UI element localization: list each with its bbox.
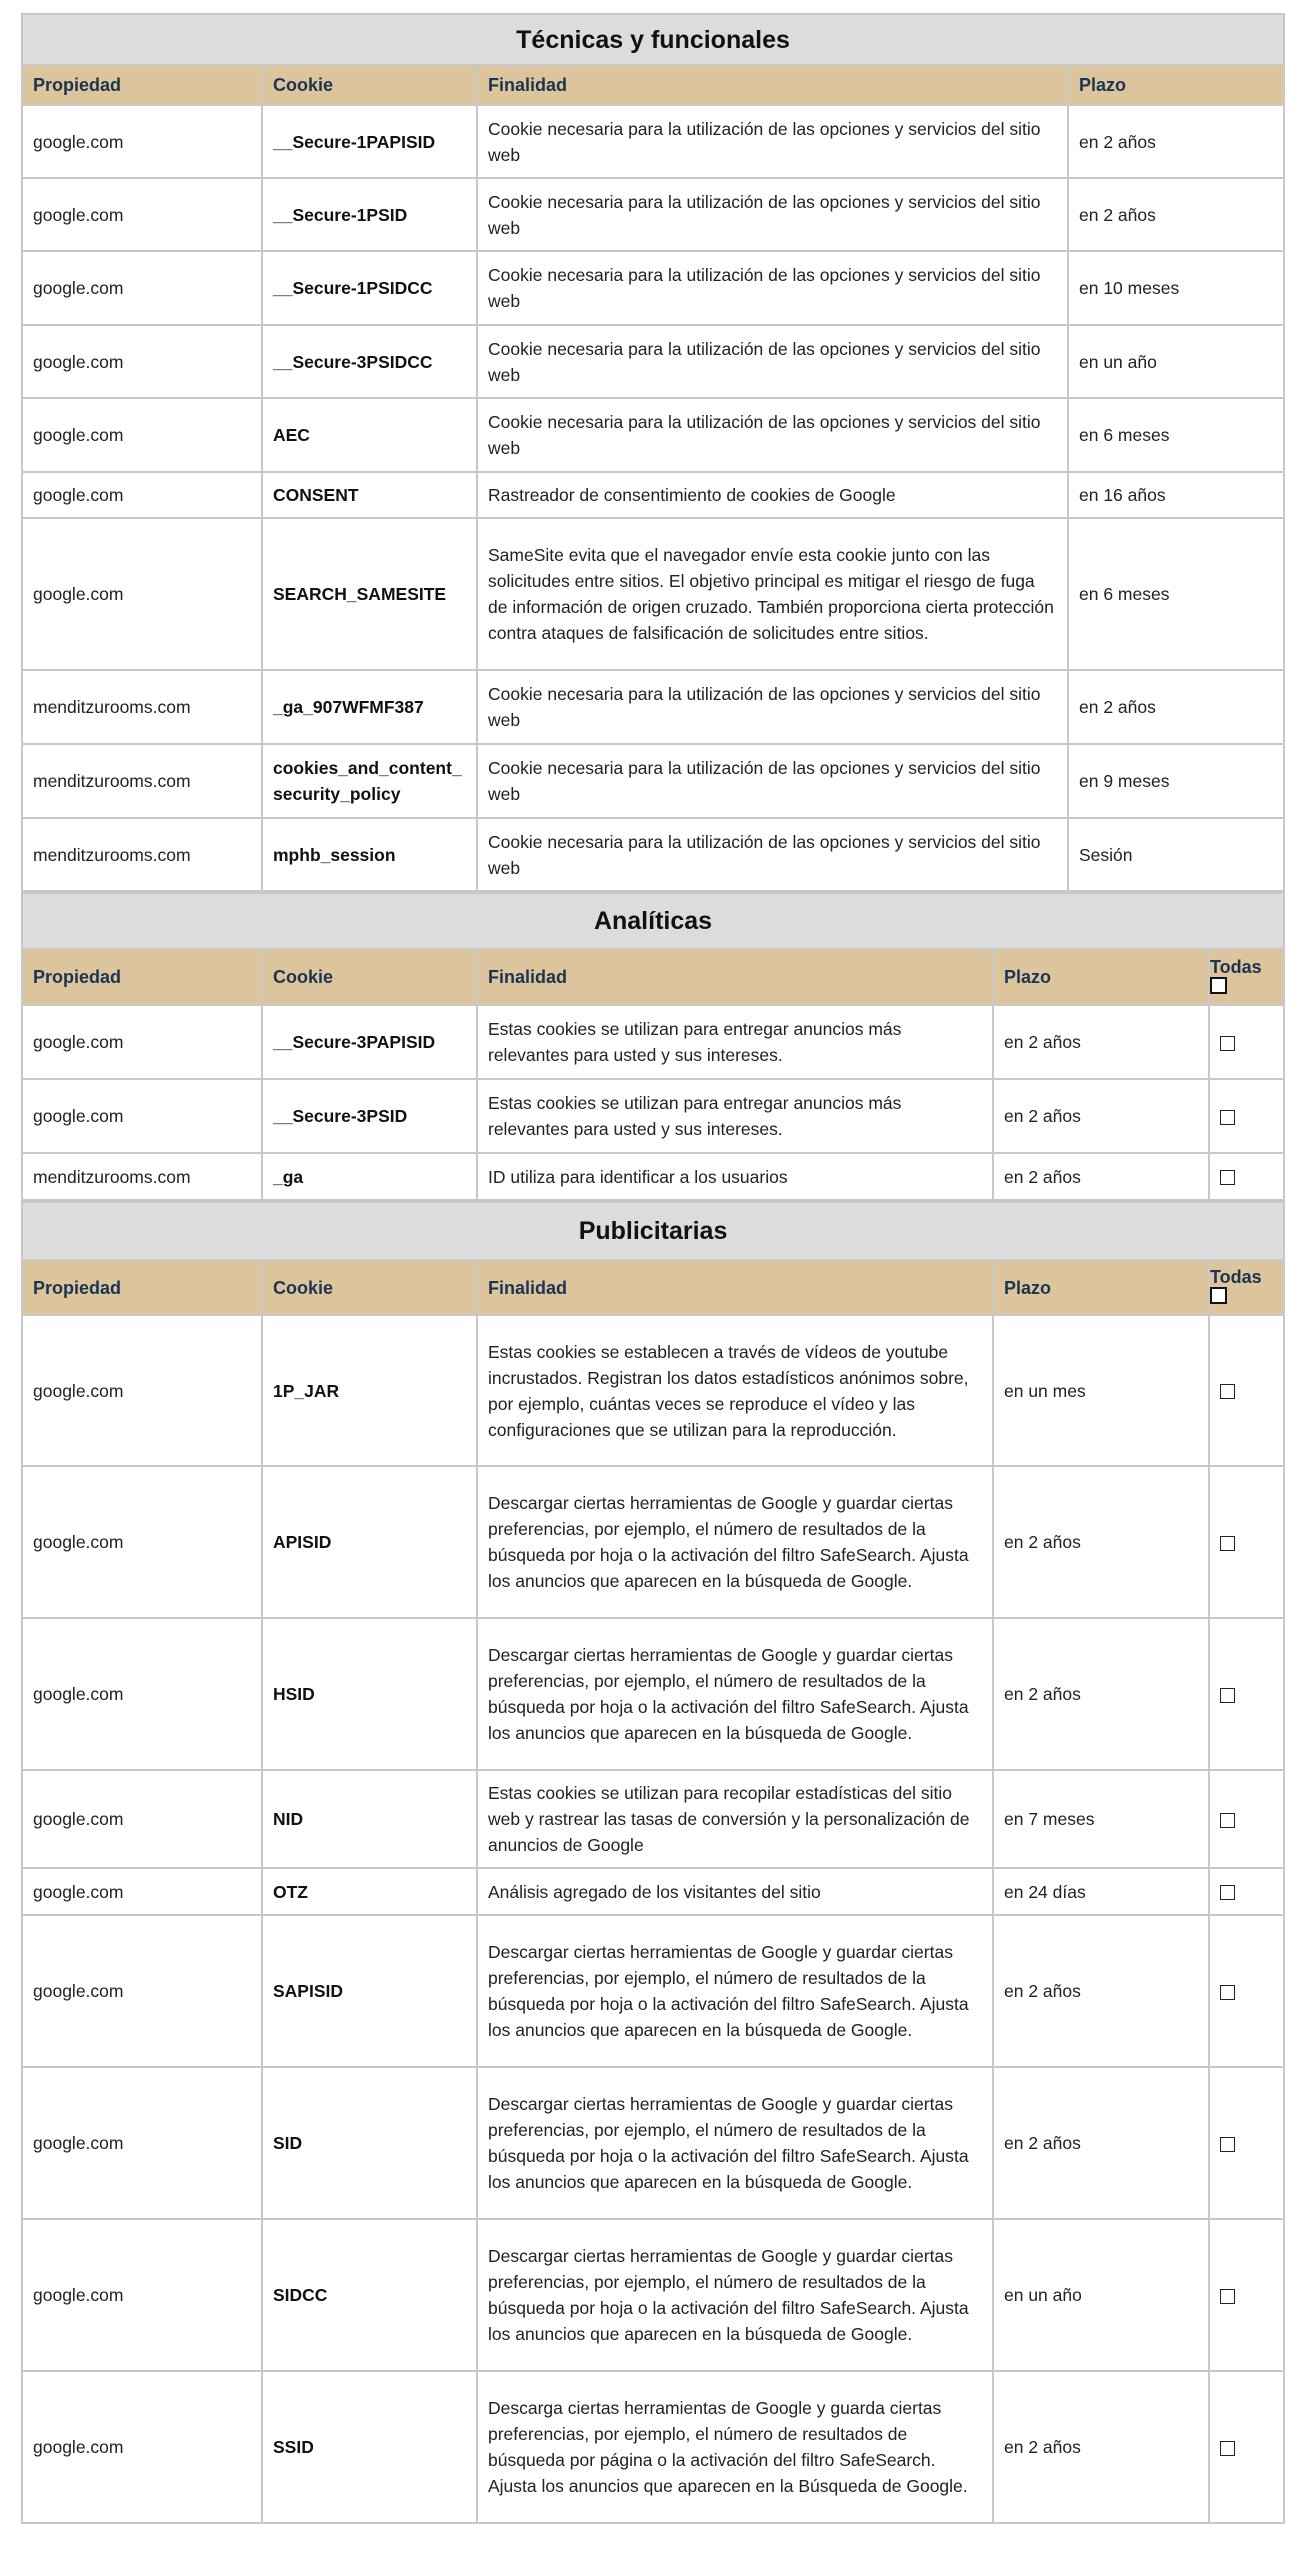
- cell-plazo: en 2 años: [993, 1915, 1209, 2067]
- cell-cookie-name: SIDCC: [262, 2219, 477, 2371]
- cell-plazo: en 2 años: [993, 1005, 1209, 1079]
- todas-label: Todas: [1210, 1267, 1262, 1287]
- cell-propiedad: google.com: [22, 472, 262, 518]
- table-row: [22, 2219, 1284, 2371]
- table-tecnicas-funcionales: [21, 13, 1285, 892]
- cell-finalidad: Cookie necesaria para la utilización de las opciones y servicios del sitio web: [477, 251, 1068, 325]
- table-row: [22, 325, 1284, 398]
- section-title: Técnicas y funcionales: [22, 14, 1284, 65]
- cell-plazo: en 2 años: [1068, 178, 1284, 251]
- cell-plazo: en un año: [993, 2219, 1209, 2371]
- table-row: [22, 251, 1284, 325]
- cell-propiedad: google.com: [22, 1868, 262, 1915]
- cell-finalidad: Estas cookies se utilizan para entregar anuncios más relevantes para usted y sus intereses.: [477, 1079, 993, 1153]
- column-header-propiedad: Propiedad: [22, 949, 262, 1005]
- cell-plazo: en 2 años: [1068, 105, 1284, 178]
- cell-cookie-name: SAPISID: [262, 1915, 477, 2067]
- cell-propiedad: google.com: [22, 398, 262, 472]
- cell-consent-checkbox: [1209, 1466, 1284, 1618]
- cookie-consent-checkbox[interactable]: [1220, 2441, 1235, 2456]
- table-row: [22, 518, 1284, 670]
- cell-propiedad: google.com: [22, 1466, 262, 1618]
- cell-consent-checkbox: [1209, 1153, 1284, 1200]
- cell-finalidad: Cookie necesaria para la utilización de las opciones y servicios del sitio web: [477, 398, 1068, 472]
- cell-consent-checkbox: [1209, 1315, 1284, 1466]
- cell-cookie-name: __Secure-3PAPISID: [262, 1005, 477, 1079]
- cell-propiedad: menditzurooms.com: [22, 1153, 262, 1200]
- cell-plazo: en 7 meses: [993, 1770, 1209, 1868]
- column-header-cookie: Cookie: [262, 65, 477, 105]
- cookie-policy-tables: [21, 13, 1283, 2524]
- cookie-consent-checkbox[interactable]: [1220, 1885, 1235, 1900]
- cell-cookie-name: mphb_session: [262, 818, 477, 891]
- cell-cookie-name: AEC: [262, 398, 477, 472]
- cell-plazo: en 2 años: [993, 1079, 1209, 1153]
- cookie-consent-checkbox[interactable]: [1220, 1688, 1235, 1703]
- cell-consent-checkbox: [1209, 1618, 1284, 1770]
- cell-plazo: en 2 años: [993, 1466, 1209, 1618]
- cell-cookie-name: __Secure-1PAPISID: [262, 105, 477, 178]
- cell-cookie-name: cookies_and_content_security_policy: [262, 744, 477, 818]
- cell-plazo: en 6 meses: [1068, 518, 1284, 670]
- cookie-consent-checkbox[interactable]: [1220, 1170, 1235, 1185]
- table-publicitarias: [21, 1201, 1285, 2524]
- table-row: [22, 1315, 1284, 1466]
- table-header-row: [22, 1260, 1284, 1315]
- cell-plazo: en 2 años: [993, 1153, 1209, 1200]
- cell-finalidad: Estas cookies se utilizan para recopilar estadísticas del sitio web y rastrear las tasas de conversión y la personalización de anuncios de Google: [477, 1770, 993, 1868]
- cell-plazo: en 2 años: [993, 1618, 1209, 1770]
- cell-consent-checkbox: [1209, 2219, 1284, 2371]
- select-all-checkbox[interactable]: [1210, 977, 1227, 994]
- cell-cookie-name: APISID: [262, 1466, 477, 1618]
- column-header-propiedad: Propiedad: [22, 1260, 262, 1315]
- cell-propiedad: google.com: [22, 1618, 262, 1770]
- cell-cookie-name: __Secure-3PSIDCC: [262, 325, 477, 398]
- cell-plazo: en 24 días: [993, 1868, 1209, 1915]
- cell-finalidad: Cookie necesaria para la utilización de las opciones y servicios del sitio web: [477, 325, 1068, 398]
- cell-finalidad: Estas cookies se utilizan para entregar anuncios más relevantes para usted y sus intereses.: [477, 1005, 993, 1079]
- cell-cookie-name: CONSENT: [262, 472, 477, 518]
- cell-plazo: en 9 meses: [1068, 744, 1284, 818]
- table-row: [22, 105, 1284, 178]
- cookie-consent-checkbox[interactable]: [1220, 1036, 1235, 1051]
- cookie-consent-checkbox[interactable]: [1220, 1985, 1235, 2000]
- cell-finalidad: Descarga ciertas herramientas de Google y guarda ciertas preferencias, por ejemplo, el número de resultados de búsqueda por página o la activación del filtro SafeSearch. Ajusta los anuncios que aparecen en la Búsqueda de Google.: [477, 2371, 993, 2523]
- table-row: [22, 2067, 1284, 2219]
- cookie-consent-checkbox[interactable]: [1220, 2137, 1235, 2152]
- cell-cookie-name: HSID: [262, 1618, 477, 1770]
- table-row: [22, 1618, 1284, 1770]
- cell-cookie-name: __Secure-3PSID: [262, 1079, 477, 1153]
- column-header-plazo: Plazo: [993, 1260, 1209, 1315]
- table-row: [22, 1915, 1284, 2067]
- cell-propiedad: google.com: [22, 518, 262, 670]
- cell-plazo: en 2 años: [1068, 670, 1284, 744]
- column-header-cookie: Cookie: [262, 1260, 477, 1315]
- todas-label: Todas: [1210, 956, 1262, 977]
- table-row: [22, 1153, 1284, 1200]
- cell-plazo: en 10 meses: [1068, 251, 1284, 325]
- cell-finalidad: Descargar ciertas herramientas de Google y guardar ciertas preferencias, por ejemplo, el número de resultados de la búsqueda por hoja o la activación del filtro SafeSearch. Ajusta los anuncios que aparecen en la búsqueda de Google.: [477, 1618, 993, 1770]
- cell-finalidad: Cookie necesaria para la utilización de las opciones y servicios del sitio web: [477, 744, 1068, 818]
- cell-finalidad: Cookie necesaria para la utilización de las opciones y servicios del sitio web: [477, 105, 1068, 178]
- cell-propiedad: google.com: [22, 325, 262, 398]
- cell-propiedad: google.com: [22, 1770, 262, 1868]
- column-header-finalidad: Finalidad: [477, 65, 1068, 105]
- column-header-plazo: Plazo: [993, 949, 1209, 1005]
- cookie-consent-checkbox[interactable]: [1220, 1110, 1235, 1125]
- cell-cookie-name: OTZ: [262, 1868, 477, 1915]
- cell-propiedad: google.com: [22, 1005, 262, 1079]
- column-header-finalidad: Finalidad: [477, 949, 993, 1005]
- cell-finalidad: Cookie necesaria para la utilización de las opciones y servicios del sitio web: [477, 818, 1068, 891]
- cell-propiedad: google.com: [22, 105, 262, 178]
- cell-propiedad: google.com: [22, 1315, 262, 1466]
- cell-propiedad: google.com: [22, 1079, 262, 1153]
- cell-plazo: en un mes: [993, 1315, 1209, 1466]
- cell-finalidad: Descargar ciertas herramientas de Google y guardar ciertas preferencias, por ejemplo, el número de resultados de la búsqueda por hoja o la activación del filtro SafeSearch. Ajusta los anuncios que aparecen en la búsqueda de Google.: [477, 2219, 993, 2371]
- column-header-cookie: Cookie: [262, 949, 477, 1005]
- cell-finalidad: Cookie necesaria para la utilización de las opciones y servicios del sitio web: [477, 670, 1068, 744]
- cell-plazo: en 2 años: [993, 2067, 1209, 2219]
- table-row: [22, 818, 1284, 891]
- cell-consent-checkbox: [1209, 1079, 1284, 1153]
- section-title: Analíticas: [22, 893, 1284, 949]
- cell-consent-checkbox: [1209, 1770, 1284, 1868]
- table-analiticas: [21, 892, 1285, 1201]
- cell-finalidad: Análisis agregado de los visitantes del sitio: [477, 1868, 993, 1915]
- table-row: [22, 178, 1284, 251]
- cell-plazo: en 6 meses: [1068, 398, 1284, 472]
- cell-propiedad: google.com: [22, 1915, 262, 2067]
- cell-finalidad: Descargar ciertas herramientas de Google y guardar ciertas preferencias, por ejemplo, el número de resultados de la búsqueda por hoja o la activación del filtro SafeSearch. Ajusta los anuncios que aparecen en la búsqueda de Google.: [477, 1915, 993, 2067]
- cookie-consent-checkbox[interactable]: [1220, 2289, 1235, 2304]
- table-row: [22, 1079, 1284, 1153]
- column-header-propiedad: Propiedad: [22, 65, 262, 105]
- cell-finalidad: ID utiliza para identificar a los usuarios: [477, 1153, 993, 1200]
- cell-finalidad: Rastreador de consentimiento de cookies de Google: [477, 472, 1068, 518]
- column-header-plazo: Plazo: [1068, 65, 1284, 105]
- column-header-todas: [1209, 949, 1284, 1005]
- column-header-todas: [1209, 1260, 1284, 1315]
- cell-cookie-name: _ga: [262, 1153, 477, 1200]
- cell-propiedad: google.com: [22, 251, 262, 325]
- table-row: [22, 1466, 1284, 1618]
- cell-plazo: en 2 años: [993, 2371, 1209, 2523]
- cell-propiedad: google.com: [22, 2371, 262, 2523]
- cell-consent-checkbox: [1209, 2067, 1284, 2219]
- table-row: [22, 1770, 1284, 1868]
- cell-finalidad: Estas cookies se establecen a través de vídeos de youtube incrustados. Registran los datos estadísticos anónimos sobre, por ejemplo, cuántas veces se reproduce el vídeo y las configuraciones que se utilizan para la reproducción.: [477, 1315, 993, 1466]
- table-row: [22, 472, 1284, 518]
- section-title: Publicitarias: [22, 1202, 1284, 1260]
- cell-plazo: en 16 años: [1068, 472, 1284, 518]
- cookie-consent-checkbox[interactable]: [1220, 1813, 1235, 1828]
- table-row: [22, 398, 1284, 472]
- cell-cookie-name: _ga_907WFMF387: [262, 670, 477, 744]
- cell-cookie-name: NID: [262, 1770, 477, 1868]
- cookie-consent-checkbox[interactable]: [1220, 1536, 1235, 1551]
- cell-plazo: en un año: [1068, 325, 1284, 398]
- cell-finalidad: SameSite evita que el navegador envíe esta cookie junto con las solicitudes entre sitios. El objetivo principal es mitigar el riesgo de fuga de información de origen cruzado. También proporciona cierta protección contra ataques de falsificación de solicitudes entre sitios.: [477, 518, 1068, 670]
- column-header-finalidad: Finalidad: [477, 1260, 993, 1315]
- cell-plazo: Sesión: [1068, 818, 1284, 891]
- cell-finalidad: Cookie necesaria para la utilización de las opciones y servicios del sitio web: [477, 178, 1068, 251]
- cell-consent-checkbox: [1209, 1868, 1284, 1915]
- cell-consent-checkbox: [1209, 1915, 1284, 2067]
- cell-cookie-name: __Secure-1PSIDCC: [262, 251, 477, 325]
- table-row: [22, 744, 1284, 818]
- table-row: [22, 1868, 1284, 1915]
- cell-propiedad: menditzurooms.com: [22, 744, 262, 818]
- cell-finalidad: Descargar ciertas herramientas de Google y guardar ciertas preferencias, por ejemplo, el número de resultados de la búsqueda por hoja o la activación del filtro SafeSearch. Ajusta los anuncios que aparecen en la búsqueda de Google.: [477, 1466, 993, 1618]
- table-header-row: [22, 65, 1284, 105]
- cell-cookie-name: __Secure-1PSID: [262, 178, 477, 251]
- cell-cookie-name: SID: [262, 2067, 477, 2219]
- cell-propiedad: menditzurooms.com: [22, 670, 262, 744]
- select-all-checkbox[interactable]: [1210, 1287, 1227, 1304]
- cell-finalidad: Descargar ciertas herramientas de Google y guardar ciertas preferencias, por ejemplo, el número de resultados de la búsqueda por hoja o la activación del filtro SafeSearch. Ajusta los anuncios que aparecen en la búsqueda de Google.: [477, 2067, 993, 2219]
- cookie-consent-checkbox[interactable]: [1220, 1384, 1235, 1399]
- table-row: [22, 1005, 1284, 1079]
- table-row: [22, 670, 1284, 744]
- table-row: [22, 2371, 1284, 2523]
- cell-propiedad: menditzurooms.com: [22, 818, 262, 891]
- cell-cookie-name: 1P_JAR: [262, 1315, 477, 1466]
- cell-cookie-name: SSID: [262, 2371, 477, 2523]
- table-header-row: [22, 949, 1284, 1005]
- cell-propiedad: google.com: [22, 2067, 262, 2219]
- cell-consent-checkbox: [1209, 1005, 1284, 1079]
- cell-cookie-name: SEARCH_SAMESITE: [262, 518, 477, 670]
- cell-consent-checkbox: [1209, 2371, 1284, 2523]
- cell-propiedad: google.com: [22, 2219, 262, 2371]
- cell-propiedad: google.com: [22, 178, 262, 251]
